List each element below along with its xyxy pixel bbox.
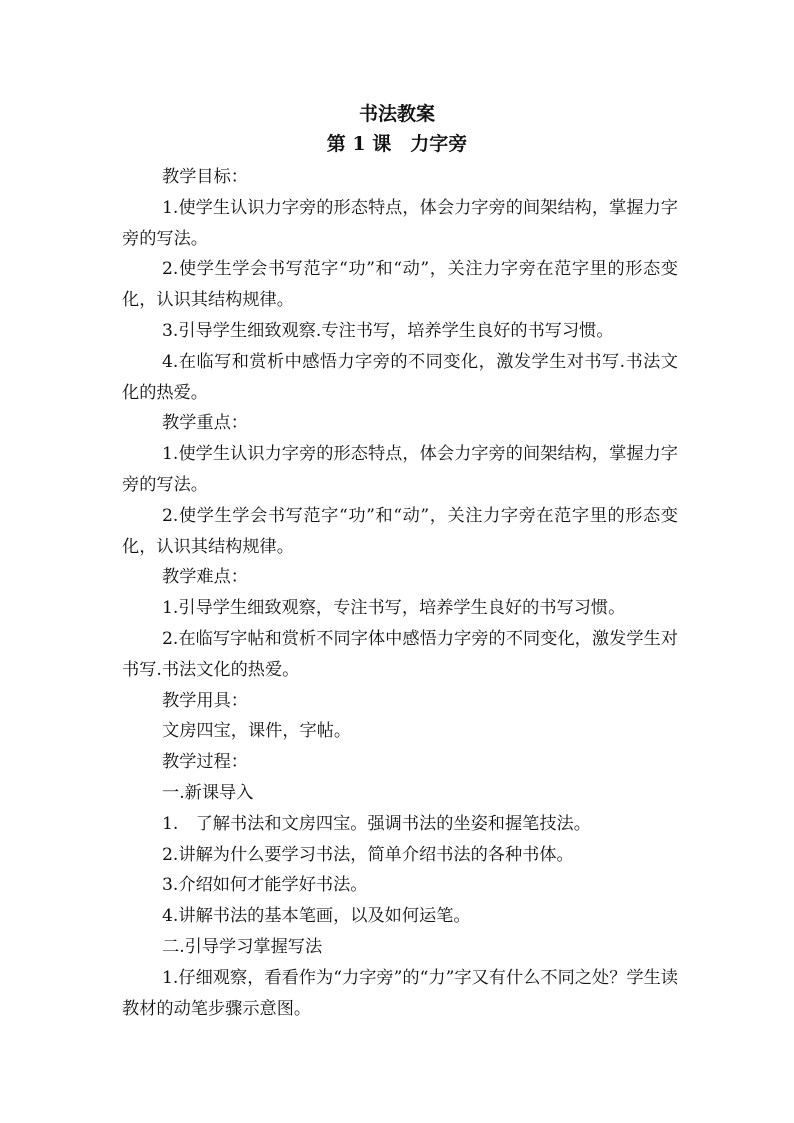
section-heading-materials: 教学用具：	[162, 690, 248, 711]
objective-item: 3.引导学生细致观察.专注书写，培养学生良好的书写习惯。	[162, 320, 614, 341]
subsection-heading-guided-learning: 二.引导学习掌握写法	[162, 936, 323, 957]
difficulty-item: 1.引导学生细致观察，专注书写，培养学生良好的书写习惯。	[162, 598, 626, 619]
process-step: 1. 了解书法和文房四宝。强调书法的坐姿和握笔技法。	[162, 813, 591, 834]
process-step: 3.介绍如何才能学好书法。	[162, 875, 368, 896]
section-heading-objectives: 教学目标：	[162, 167, 248, 187]
process-step: 4.讲解书法的基本笔画，以及如何运笔。	[162, 906, 471, 927]
key-point-item: 1.使学生认识力字旁的形态特点，体会力字旁的间架结构，掌握力字旁的写法。	[122, 444, 678, 495]
objective-item: 2.使学生学会书写范字“功”和“动”，关注力字旁在范字里的形态变化，认识其结构规律。	[122, 259, 678, 311]
lesson-title: 第 1 课 力字旁	[326, 133, 468, 155]
section-heading-key-points: 教学重点：	[162, 413, 248, 434]
objective-item: 4.在临写和赏析中感悟力字旁的不同变化，激发学生对书写.书法文化的热爱。	[122, 351, 678, 403]
document-title: 书法教案	[358, 103, 435, 125]
difficulty-item: 2.在临写字帖和赏析不同字体中感悟力字旁的不同变化，激发学生对书写.书法文化的热爱。	[122, 628, 678, 680]
objective-item: 1.使学生认识力字旁的形态特点，体会力字旁的间架结构，掌握力字旁的写法。	[122, 197, 678, 249]
document-body	[122, 162, 678, 1024]
process-step: 1.仔细观察，看看作为“力字旁”的“力”字又有什么不同之处？学生读教材的动笔步骤示意图。	[122, 967, 678, 1019]
section-heading-process: 教学过程：	[162, 752, 248, 773]
key-point-item: 2.使学生学会书写范字“功”和“动”，关注力字旁在范字里的形态变化，认识其结构规律。	[122, 505, 678, 557]
section-heading-difficulties: 教学难点：	[162, 567, 248, 588]
subsection-heading-intro: 一.新课导入	[162, 782, 254, 803]
materials-list: 文房四宝，课件，字帖。	[162, 721, 352, 742]
process-step: 2.讲解为什么要学习书法，简单介绍书法的各种书体。	[162, 844, 574, 865]
